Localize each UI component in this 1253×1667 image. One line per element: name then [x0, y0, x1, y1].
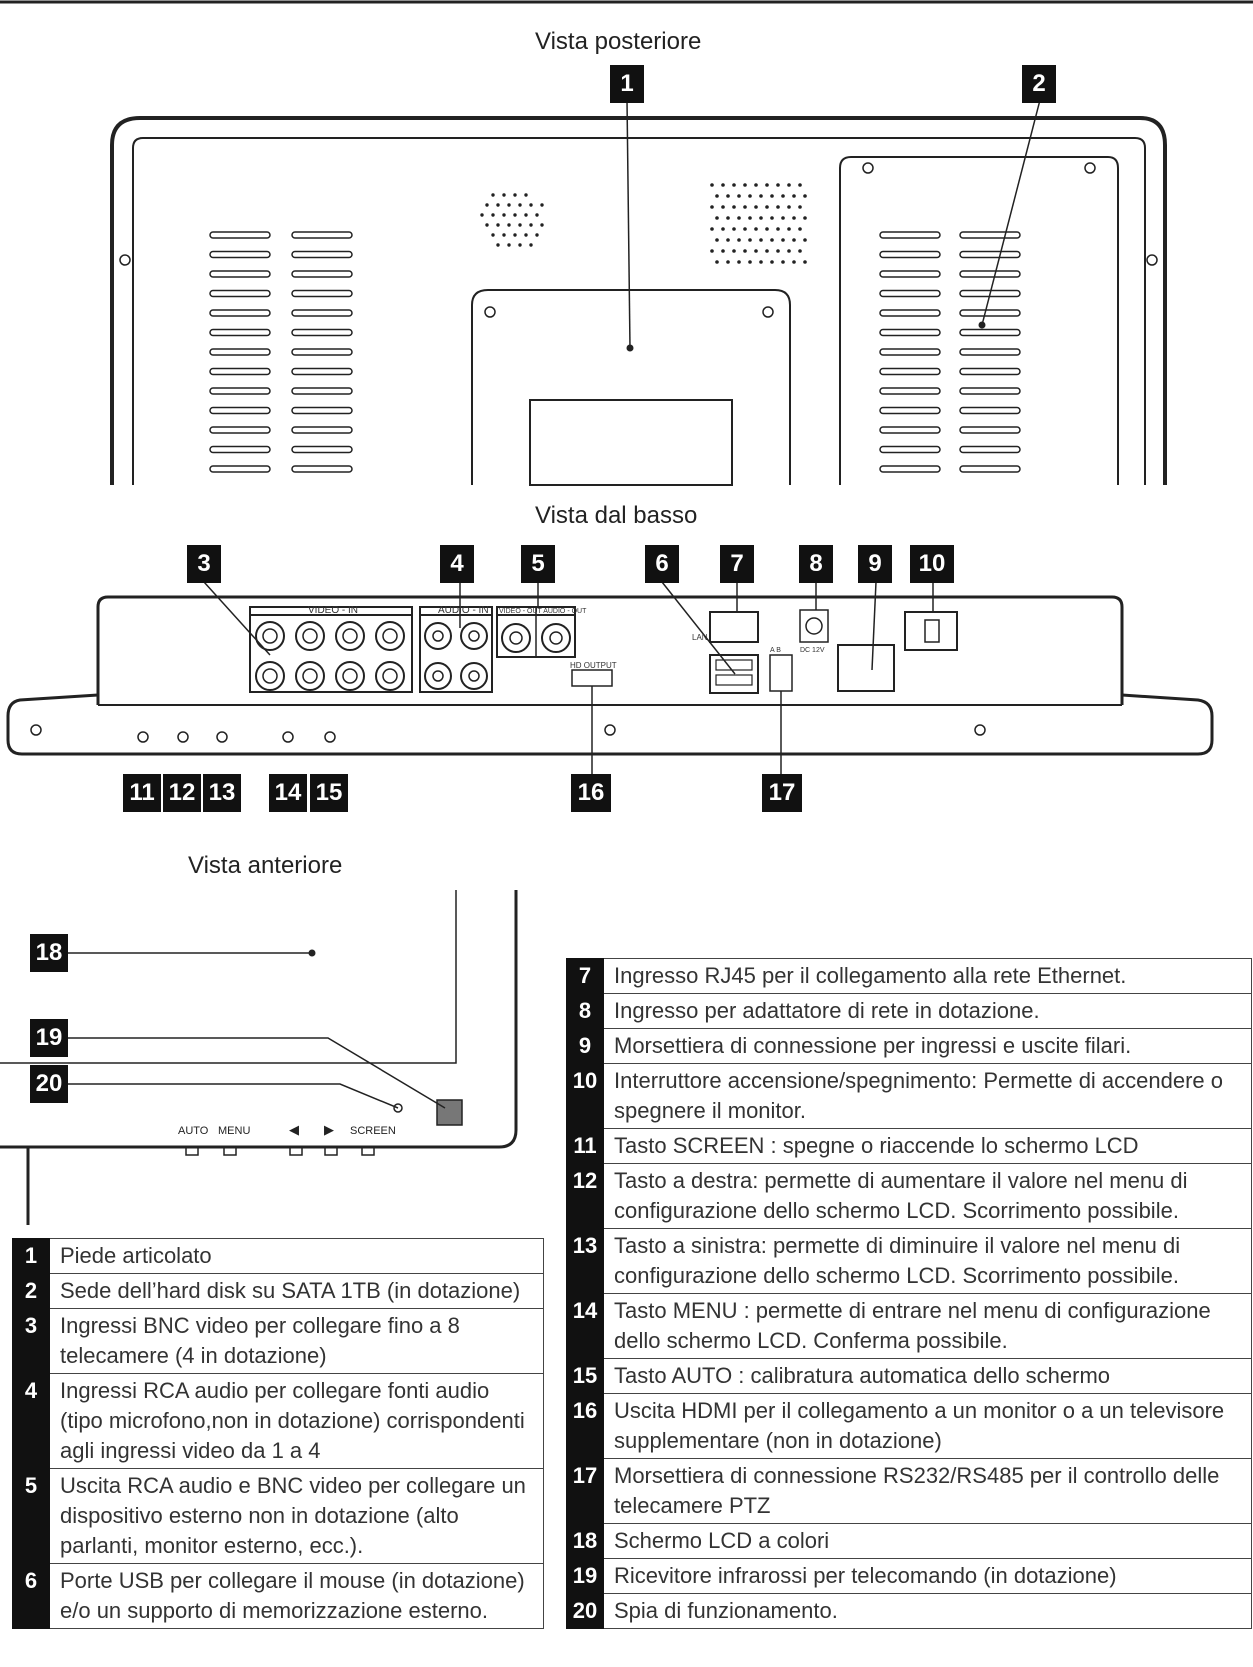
grille-dot [798, 249, 802, 253]
vent-slot [210, 388, 270, 394]
grille-dot [743, 183, 747, 187]
grille-dot [792, 238, 796, 242]
vent-slot [960, 447, 1020, 453]
grille-dot [529, 223, 532, 226]
bottom-view [8, 582, 1212, 775]
callout-14: 14 [269, 774, 307, 812]
legend-number: 5 [12, 1469, 50, 1564]
vent-slot [210, 349, 270, 355]
callout-10: 10 [910, 545, 954, 583]
vent-slot [292, 252, 352, 258]
legend-row [12, 1309, 544, 1374]
callout-4: 4 [440, 545, 474, 583]
grille-dot [726, 194, 730, 198]
grille-dot [798, 183, 802, 187]
legend-text: Porte USB per collegare il mouse (in dotazione) e/o un supporto di memorizzazione esterno. [50, 1564, 544, 1629]
legend-row [566, 1164, 1252, 1229]
audio-in-label: AUDIO - IN [438, 605, 489, 616]
callout-17: 17 [762, 774, 802, 812]
bnc-connector-inner [263, 669, 277, 683]
bnc-connector-inner [383, 629, 397, 643]
grille-dot [513, 213, 516, 216]
rear-view-title: Vista posteriore [535, 28, 702, 55]
grille-dot [759, 260, 763, 264]
grille-dot [726, 260, 730, 264]
legend-row [12, 1469, 544, 1564]
vent-slot [880, 466, 940, 472]
grille-dot [480, 213, 483, 216]
grille-dot [792, 194, 796, 198]
grille-dot [502, 233, 505, 236]
grille-dot [770, 194, 774, 198]
callout-11: 11 [123, 774, 161, 812]
legend-number: 3 [12, 1309, 50, 1374]
grille-dot [715, 238, 719, 242]
legend-number: 16 [566, 1394, 604, 1459]
grille-dot [792, 260, 796, 264]
legend-number: 11 [566, 1129, 604, 1164]
out-connector-inner [550, 632, 562, 644]
grille-dot [732, 249, 736, 253]
bnc-connector [376, 662, 404, 690]
callout-20: 20 [30, 1065, 68, 1103]
grille-dot [803, 194, 807, 198]
grille-dot [524, 213, 527, 216]
grille-dot [748, 260, 752, 264]
grille-dot [732, 205, 736, 209]
legend-row [566, 959, 1252, 994]
legend-row [12, 1274, 544, 1309]
legend-text: Ingresso RJ45 per il collegamento alla rete Ethernet. [604, 959, 1252, 994]
vent-slot [880, 310, 940, 316]
bottom-view-title: Vista dal basso [535, 502, 698, 529]
bnc-connector-inner [263, 629, 277, 643]
grille-dot [540, 223, 543, 226]
out-connector [542, 624, 570, 652]
grille-dot [507, 203, 510, 206]
grille-dot [710, 205, 714, 209]
grille-dot [496, 243, 499, 246]
legend-row [566, 1064, 1252, 1129]
legend-number: 9 [566, 1029, 604, 1064]
out-connector [502, 624, 530, 652]
grille-dot [754, 227, 758, 231]
legend-number: 18 [566, 1524, 604, 1559]
grille-dot [518, 243, 521, 246]
legend-text: Sede dell’hard disk su SATA 1TB (in dotazione) [50, 1274, 544, 1309]
callout-16: 16 [571, 774, 611, 812]
legend-row [566, 994, 1252, 1029]
legend-number: 12 [566, 1164, 604, 1229]
grille-dot [715, 216, 719, 220]
grille-dot [787, 249, 791, 253]
legend-row [566, 1229, 1252, 1294]
bnc-connector [376, 622, 404, 650]
legend-text: Piede articolato [50, 1239, 544, 1274]
grille-dot [529, 203, 532, 206]
legend-row [566, 1294, 1252, 1359]
grille-dot [765, 227, 769, 231]
grille-dot [770, 238, 774, 242]
vent-slot [210, 291, 270, 297]
bnc-connector [296, 662, 324, 690]
bnc-connector-inner [343, 669, 357, 683]
vent-slot [880, 232, 940, 238]
callout-15: 15 [310, 774, 348, 812]
bnc-connector [336, 622, 364, 650]
out-connector-inner [510, 632, 522, 644]
menu-button-label: MENU [218, 1125, 251, 1137]
legend-row [566, 1594, 1252, 1629]
legend-row [566, 1524, 1252, 1559]
legend-text: Morsettiera di connessione per ingressi e uscite filari. [604, 1029, 1252, 1064]
rca-connector [425, 623, 451, 649]
grille-dot [491, 193, 494, 196]
legend-text: Ricevitore infrarossi per telecomando (in dotazione) [604, 1559, 1252, 1594]
legend-text: Tasto AUTO : calibratura automatica dello schermo [604, 1359, 1252, 1394]
rca-connector [461, 623, 487, 649]
legend-number: 10 [566, 1064, 604, 1129]
grille-dot [496, 223, 499, 226]
vent-slot [960, 466, 1020, 472]
grille-dot [518, 203, 521, 206]
grille-dot [743, 249, 747, 253]
callout-5: 5 [521, 545, 555, 583]
grille-dot [721, 183, 725, 187]
bnc-connector [336, 662, 364, 690]
grille-dot [754, 205, 758, 209]
legend-text: Interruttore accensione/spegnimento: Permette di accendere o spegnere il monitor. [604, 1064, 1252, 1129]
grille-dot [754, 183, 758, 187]
vent-slot [292, 447, 352, 453]
grille-dot [759, 238, 763, 242]
grille-dot [535, 213, 538, 216]
legend-text: Uscita RCA audio e BNC video per collegare un dispositivo esterno non in dotazione (alto parlanti, monitor esterno, ecc.). [50, 1469, 544, 1564]
legend-row [12, 1374, 544, 1469]
grille-dot [485, 203, 488, 206]
grille-dot [491, 233, 494, 236]
grille-dot [787, 183, 791, 187]
rca-connector-inner [433, 671, 443, 681]
vent-slot [210, 310, 270, 316]
grille-dot [781, 194, 785, 198]
bnc-connector [256, 622, 284, 650]
callout-19: 19 [30, 1019, 68, 1057]
bnc-connector-inner [383, 669, 397, 683]
legend-row [12, 1239, 544, 1274]
legend-row [566, 1129, 1252, 1164]
vent-slot [292, 271, 352, 277]
vent-slot [292, 388, 352, 394]
vent-slot [960, 330, 1020, 336]
video-audio-out-label: VIDEO - OUT AUDIO - OUT [499, 608, 587, 615]
vent-slot [880, 252, 940, 258]
vent-slot [292, 466, 352, 472]
grille-dot [737, 238, 741, 242]
legend-text: Spia di funzionamento. [604, 1594, 1252, 1629]
vent-slot [210, 408, 270, 414]
callout-18: 18 [30, 934, 68, 972]
grille-dot [721, 227, 725, 231]
grille-dot [787, 205, 791, 209]
vent-slot [960, 310, 1020, 316]
vent-slot [960, 408, 1020, 414]
vent-slot [880, 369, 940, 375]
grille-dot [798, 227, 802, 231]
vent-slot [960, 349, 1020, 355]
grille-dot [776, 205, 780, 209]
vent-slot [960, 252, 1020, 258]
grille-dot [787, 227, 791, 231]
grille-dot [748, 216, 752, 220]
grille-dot [759, 194, 763, 198]
legend-number: 2 [12, 1274, 50, 1309]
bnc-connector-inner [343, 629, 357, 643]
vent-slot [960, 388, 1020, 394]
legend-text: Tasto a destra: permette di aumentare il valore nel menu di configurazione dello schermo LCD. Scorrimento possibile. [604, 1164, 1252, 1229]
rca-connector-inner [433, 631, 443, 641]
grille-dot [798, 205, 802, 209]
grille-dot [726, 238, 730, 242]
legend-number: 7 [566, 959, 604, 994]
callout-13: 13 [203, 774, 241, 812]
grille-dot [529, 243, 532, 246]
vent-slot [880, 271, 940, 277]
grille-dot [524, 193, 527, 196]
bnc-connector-inner [303, 669, 317, 683]
vent-slot [880, 388, 940, 394]
vent-slot [210, 271, 270, 277]
front-view-title: Vista anteriore [188, 852, 343, 879]
grille-dot [513, 233, 516, 236]
vent-slot [210, 330, 270, 336]
callout-2: 2 [1022, 65, 1056, 103]
vent-slot [210, 466, 270, 472]
grille-dot [737, 194, 741, 198]
grille-dot [748, 194, 752, 198]
grille-dot [781, 260, 785, 264]
callout-6: 6 [645, 545, 679, 583]
rca-connector [461, 663, 487, 689]
grille-dot [710, 183, 714, 187]
legend-text: Ingressi BNC video per collegare fino a 8 telecamere (4 in dotazione) [50, 1309, 544, 1374]
grille-dot [781, 238, 785, 242]
grille-dot [507, 223, 510, 226]
vent-slot [292, 408, 352, 414]
lan-label: LAN [692, 633, 708, 642]
vent-slot [210, 447, 270, 453]
vent-slot [210, 369, 270, 375]
grille-dot [776, 183, 780, 187]
vent-slot [292, 232, 352, 238]
grille-dot [803, 260, 807, 264]
grille-dot [754, 249, 758, 253]
vent-slot [880, 447, 940, 453]
grille-dot [502, 193, 505, 196]
vent-slot [292, 369, 352, 375]
rca-connector-inner [469, 631, 479, 641]
grille-dot [715, 194, 719, 198]
grille-dot [759, 216, 763, 220]
legend-number: 1 [12, 1239, 50, 1274]
legend-row [12, 1564, 544, 1629]
grille-dot [776, 227, 780, 231]
grille-dot [726, 216, 730, 220]
legend-number: 14 [566, 1294, 604, 1359]
legend-row [566, 1359, 1252, 1394]
legend-number: 19 [566, 1559, 604, 1594]
grille-dot [792, 216, 796, 220]
vent-slot [292, 291, 352, 297]
legend-table-right [566, 958, 1252, 1629]
callout-3: 3 [187, 545, 221, 583]
vent-slot [960, 232, 1020, 238]
grille-dot [715, 260, 719, 264]
legend-number: 17 [566, 1459, 604, 1524]
legend-text: Tasto SCREEN : spegne o riaccende lo schermo LCD [604, 1129, 1252, 1164]
hd-output-label: HD OUTPUT [570, 661, 617, 670]
grille-dot [748, 238, 752, 242]
rca-connector [425, 663, 451, 689]
legend-row [566, 1394, 1252, 1459]
legend-number: 6 [12, 1564, 50, 1629]
legend-row [566, 1029, 1252, 1064]
callout-7: 7 [720, 545, 754, 583]
grille-dot [803, 216, 807, 220]
legend-text: Uscita HDMI per il collegamento a un monitor o a un televisore supplementare (non in dotazione) [604, 1394, 1252, 1459]
grille-dot [765, 205, 769, 209]
bnc-connector-inner [303, 629, 317, 643]
callout-12: 12 [163, 774, 201, 812]
callout-8: 8 [799, 545, 833, 583]
rca-connector-inner [469, 671, 479, 681]
grille-dot [710, 249, 714, 253]
vent-slot [960, 427, 1020, 433]
grille-dot [781, 216, 785, 220]
vent-slot [880, 349, 940, 355]
grille-dot [721, 205, 725, 209]
vent-slot [960, 271, 1020, 277]
legend-text: Morsettiera di connessione RS232/RS485 per il controllo delle telecamere PTZ [604, 1459, 1252, 1524]
screen-button-label: SCREEN [350, 1125, 396, 1137]
vent-slot [880, 291, 940, 297]
grille-dot [732, 227, 736, 231]
grille-dot [518, 223, 521, 226]
legend-number: 4 [12, 1374, 50, 1469]
legend-text: Tasto MENU : permette di entrare nel menu di configurazione dello schermo LCD. Conferma possibile. [604, 1294, 1252, 1359]
grille-dot [732, 183, 736, 187]
grille-dot [502, 213, 505, 216]
vent-slot [292, 310, 352, 316]
grille-dot [765, 183, 769, 187]
grille-dot [765, 249, 769, 253]
callout-9: 9 [858, 545, 892, 583]
front-view [0, 890, 516, 1225]
grille-dot [737, 260, 741, 264]
vent-slot [292, 427, 352, 433]
vent-slot [880, 427, 940, 433]
grille-dot [721, 249, 725, 253]
dc-label: DC 12V [800, 647, 825, 654]
vent-slot [210, 427, 270, 433]
legend-number: 15 [566, 1359, 604, 1394]
video-in-label: VIDEO - IN [308, 605, 359, 616]
left-arrow-icon: ◀ [289, 1122, 299, 1137]
bnc-connector [296, 622, 324, 650]
legend-text: Tasto a sinistra: permette di diminuire il valore nel menu di configurazione dello schermo LCD. Scorrimento possibile. [604, 1229, 1252, 1294]
grille-dot [770, 260, 774, 264]
legend-number: 8 [566, 994, 604, 1029]
grille-dot [507, 243, 510, 246]
bnc-connector [256, 662, 284, 690]
legend-number: 20 [566, 1594, 604, 1629]
vent-slot [880, 330, 940, 336]
vent-slot [960, 369, 1020, 375]
grille-dot [485, 223, 488, 226]
vent-slot [210, 252, 270, 258]
legend-table-left [12, 1238, 544, 1629]
grille-dot [737, 216, 741, 220]
grille-dot [540, 203, 543, 206]
grille-dot [770, 216, 774, 220]
grille-dot [743, 205, 747, 209]
rs-label: A B [770, 647, 781, 654]
grille-dot [513, 193, 516, 196]
vent-slot [292, 330, 352, 336]
grille-dot [803, 238, 807, 242]
legend-text: Schermo LCD a colori [604, 1524, 1252, 1559]
vent-slot [292, 349, 352, 355]
legend-row [566, 1559, 1252, 1594]
grille-dot [524, 233, 527, 236]
legend-text: Ingresso per adattatore di rete in dotazione. [604, 994, 1252, 1029]
legend-row [566, 1459, 1252, 1524]
grille-dot [491, 213, 494, 216]
legend-number: 13 [566, 1229, 604, 1294]
vent-slot [210, 232, 270, 238]
grille-dot [496, 203, 499, 206]
right-arrow-icon: ▶ [324, 1122, 334, 1137]
callout-1: 1 [610, 65, 644, 103]
grille-dot [535, 233, 538, 236]
grille-dot [710, 227, 714, 231]
legend-text: Ingressi RCA audio per collegare fonti audio (tipo microfono,non in dotazione) corrispondenti agli ingressi video da 1 a 4 [50, 1374, 544, 1469]
grille-dot [743, 227, 747, 231]
auto-button-label: AUTO [178, 1125, 209, 1137]
vent-slot [880, 408, 940, 414]
grille-dot [776, 249, 780, 253]
